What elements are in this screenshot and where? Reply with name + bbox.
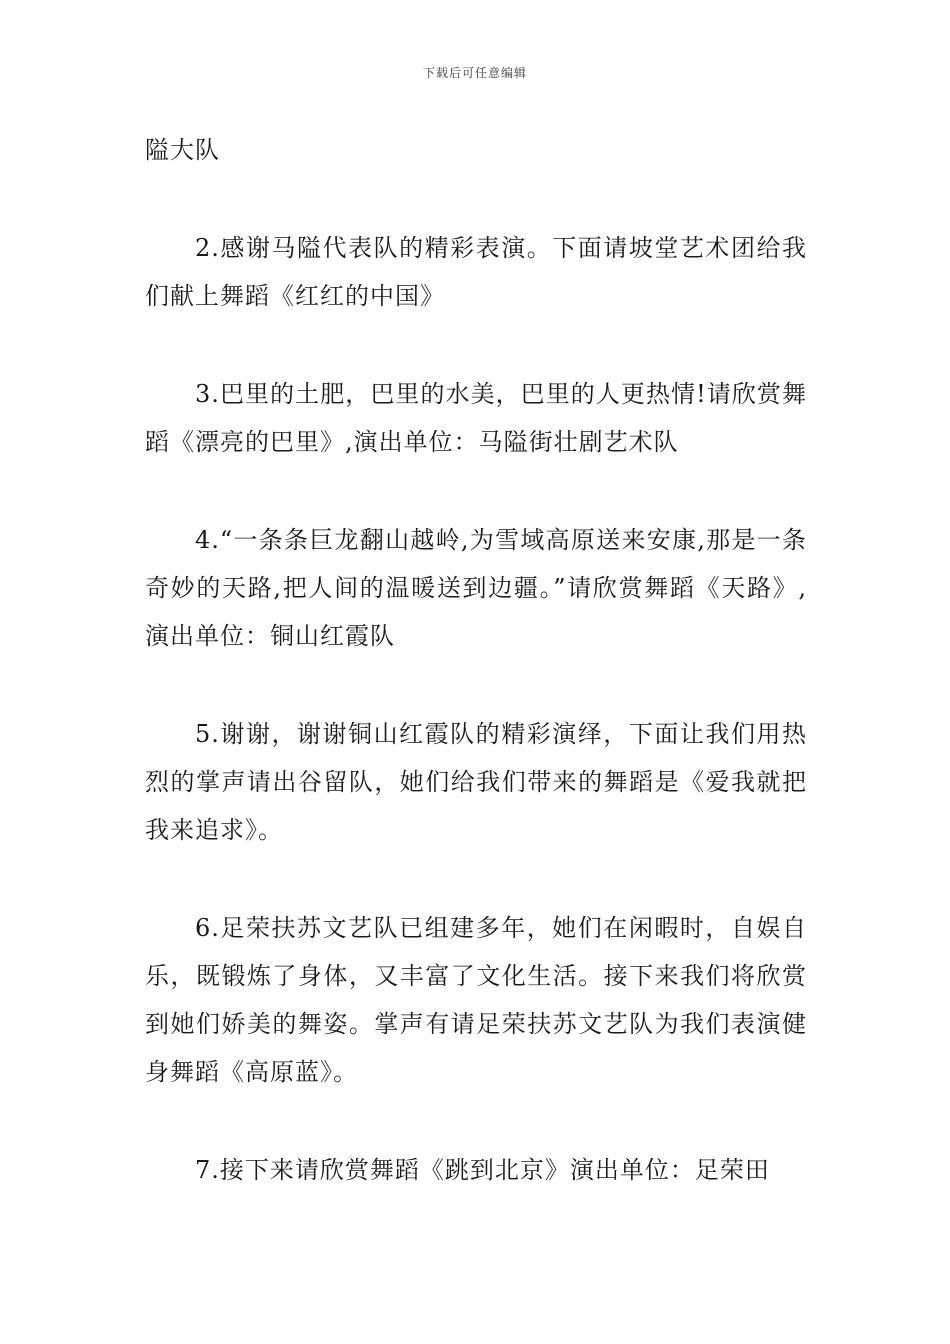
paragraph-item-4: 4.“一条条巨龙翻山越岭,为雪域高原送来安康,那是一条奇妙的天路,把人间的温暖送到边疆。”请欣赏舞蹈《天路》,演出单位：铜山红霞队	[145, 526, 807, 650]
paragraph-item-2: 2.感谢马隘代表队的精彩表演。下面请坡堂艺术团给我们献上舞蹈《红红的中国》	[145, 234, 807, 310]
paragraph-item-5: 5.谢谢，谢谢铜山红霞队的精彩演绎，下面让我们用热烈的掌声请出谷留队，她们给我们带来的舞蹈是《爱我就把我来追求》。	[145, 720, 807, 844]
document-body	[145, 126, 807, 1244]
paragraph-item-3: 3.巴里的土肥，巴里的水美，巴里的人更热情!请欣赏舞蹈《漂亮的巴里》,演出单位：马隘街壮剧艺术队	[145, 380, 807, 456]
page-header: 下载后可任意编辑	[422, 66, 527, 80]
paragraph-continuation: 隘大队	[145, 136, 220, 164]
paragraph-item-6: 6.足荣扶苏文艺队已组建多年，她们在闲暇时，自娱自乐，既锻炼了身体，又丰富了文化生活。接下来我们将欣赏到她们娇美的舞姿。掌声有请足荣扶苏文艺队为我们表演健身舞蹈《高原蓝》。	[145, 914, 807, 1086]
paragraph-item-7: 7.接下来请欣赏舞蹈《跳到北京》演出单位：足荣田	[195, 1156, 770, 1184]
